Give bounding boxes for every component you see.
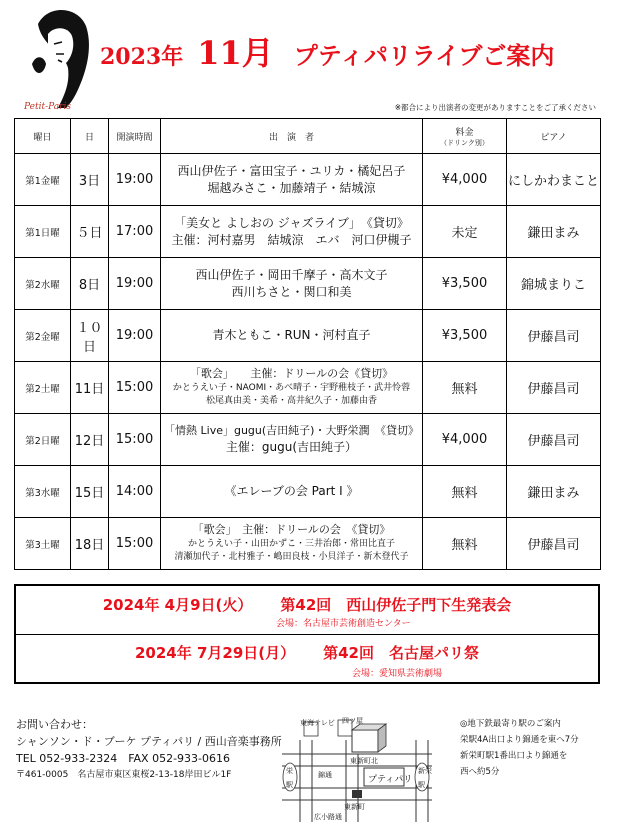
cell-date: 3日: [71, 154, 109, 206]
performers-line: 主催：gugu(吉田純子）: [225, 439, 358, 454]
cell-performers: [161, 154, 423, 206]
cell-date: １０日: [71, 310, 109, 362]
table-header-row: [15, 119, 601, 154]
cell-time: 19:00: [109, 154, 161, 206]
cell-performers: [161, 310, 423, 362]
performers-line: かとうえい子・NAOMI・あべ晴子・宇野稚枝子・武井怜蓉: [172, 382, 411, 393]
contact-address: 〒461-0005 名古屋市東区東桜2-13-18岸田ビル1F: [16, 770, 232, 780]
cell-weekday: 第2金曜: [15, 310, 71, 362]
cell-weekday: 第3土曜: [15, 518, 71, 570]
event-date: 2024年 7月29日(月）: [134, 644, 296, 662]
event-line: [16, 642, 598, 663]
event-date: 2024年 4月9日(火）: [102, 596, 253, 614]
access-map: [282, 716, 440, 822]
performers-line: 「情熱 Live」gugu(吉田純子)・大野栄潤 《貸切》: [164, 423, 419, 437]
cell-piano: 鎌田まみ: [507, 466, 601, 518]
cell-weekday: 第2日曜: [15, 414, 71, 466]
event-name: 第42回 名古屋パリ祭: [323, 644, 479, 662]
performers-line: 西山伊佐子・富田宝子・ユリカ・橘妃呂子: [177, 164, 406, 179]
cell-weekday: 第1金曜: [15, 154, 71, 206]
cell-time: 15:00: [109, 414, 161, 466]
upcoming-events: [14, 584, 600, 684]
note-line: 新栄町駅1番出口より錦通を: [460, 751, 568, 761]
cell-piano: 伊藤昌司: [507, 362, 601, 414]
contact-info: [16, 716, 282, 784]
cell-weekday: 第3水曜: [15, 466, 71, 518]
contact-label: お問い合わせ：: [16, 718, 93, 731]
map-label-sakae-station: 駅: [286, 781, 293, 789]
contact-org: シャンソン・ド・ブーケ プティパリ / 西山音楽事務所: [16, 735, 282, 748]
title-main: プティパリライブご案内: [293, 42, 555, 70]
cell-time: 19:00: [109, 310, 161, 362]
map-label-higashi-shinmachi-n: 東新町北: [350, 757, 378, 765]
performers-line: 「美女と よしおの ジャズライブ」 《貸切》: [174, 216, 409, 231]
note-line: ◎地下鉄最寄り駅のご案内: [460, 719, 561, 729]
map-label-sakae: 栄: [286, 767, 293, 775]
cell-fee: 無料: [423, 466, 507, 518]
table-row: [15, 206, 601, 258]
header-piano: ピアノ: [507, 119, 601, 154]
cell-fee: ¥3,500: [423, 258, 507, 310]
performers-line: 青木ともこ・RUN・河村直子: [212, 328, 371, 343]
notice-text: ※都合により出演者の変更がありますことをご了承ください: [394, 103, 596, 112]
cell-date: 12日: [71, 414, 109, 466]
cell-fee: ¥3,500: [423, 310, 507, 362]
cell-performers: [161, 518, 423, 570]
cell-performers: [161, 414, 423, 466]
table-row: [15, 154, 601, 206]
performers-line: 堀越みさこ・加藤靖子・結城涼: [207, 180, 376, 195]
divider: [16, 634, 598, 635]
cell-time: 15:00: [109, 518, 161, 570]
cell-performers: [161, 206, 423, 258]
cell-weekday: 第2水曜: [15, 258, 71, 310]
map-label-tv: 東海テレビ: [300, 719, 335, 727]
cell-time: 17:00: [109, 206, 161, 258]
note-line: 西へ約5分: [460, 767, 500, 777]
cell-time: 14:00: [109, 466, 161, 518]
performers-line: 清瀬加代子・北村雅子・嶋田良枝・小貝洋子・新木登代子: [174, 551, 409, 562]
cell-piano: 鎌田まみ: [507, 206, 601, 258]
map-label-kinkido: 錦通: [318, 771, 332, 779]
cell-weekday: 第2土曜: [15, 362, 71, 414]
cell-fee: 無料: [423, 362, 507, 414]
cell-time: 15:00: [109, 362, 161, 414]
map-label-shinsakae-station: 駅: [418, 781, 425, 789]
cell-date: 15日: [71, 466, 109, 518]
cell-piano: 伊藤昌司: [507, 310, 601, 362]
title-year: 2023年: [100, 44, 184, 70]
map-label-park: 四ツ屋: [342, 717, 363, 725]
note-line: 栄駅4A出口より錦通を東へ7分: [460, 735, 579, 745]
cell-fee: 未定: [423, 206, 507, 258]
header-weekday: 曜日: [15, 119, 71, 154]
performers-line: 《エレーブの会 Part Ⅰ 》: [224, 484, 359, 499]
map-label-hirokoji: 広小路通: [314, 813, 342, 821]
cell-fee: ¥4,000: [423, 154, 507, 206]
event-venue: 会場：名古屋市芸術創造センター: [276, 619, 411, 629]
event-venue: 会場：愛知県芸術劇場: [352, 669, 443, 679]
event-line: [16, 594, 598, 615]
table-row: [15, 518, 601, 570]
cell-piano: にしかわまこと: [507, 154, 601, 206]
header-time: 開演時間: [109, 119, 161, 154]
table-row: [15, 310, 601, 362]
header-fee-sub: （ドリンク別）: [440, 138, 489, 147]
header-date: 日: [71, 119, 109, 154]
cell-performers: [161, 258, 423, 310]
table-row: [15, 258, 601, 310]
performers-line: 松尾真由美・美希・高井紀久子・加藤由香: [205, 395, 377, 406]
cell-performers: [161, 466, 423, 518]
table-row: [15, 466, 601, 518]
performers-line: 「歌会」 主催：ドリールの会 《貸切》: [192, 523, 391, 537]
performers-line: 主催：河村嘉男 結城涼 エバ 河口伊槻子: [171, 232, 412, 247]
map-label-higashi-shinmachi: 東新町: [344, 803, 365, 811]
cell-date: 11日: [71, 362, 109, 414]
cell-weekday: 第1日曜: [15, 206, 71, 258]
header-fee: [423, 119, 507, 154]
performers-line: 西山伊佐子・岡田千摩子・高木文子: [195, 268, 388, 283]
cell-date: 18日: [71, 518, 109, 570]
header-fee-label: 料金: [455, 127, 474, 138]
schedule-table: [14, 118, 601, 570]
cell-date: 8日: [71, 258, 109, 310]
access-notes: [460, 716, 579, 780]
performers-line: かとうえい子・山田かずこ・三井治郎・常田比直子: [187, 538, 395, 549]
cell-performers: [161, 362, 423, 414]
performers-line: 西川ちさと・関口和美: [231, 284, 352, 299]
cell-time: 19:00: [109, 258, 161, 310]
cell-piano: 伊藤昌司: [507, 518, 601, 570]
header-performers: 出 演 者: [161, 119, 423, 154]
title-month: 11月: [197, 34, 274, 72]
table-row: [15, 362, 601, 414]
cell-date: ５日: [71, 206, 109, 258]
contact-phone: TEL 052-933-2324 FAX 052-933-0616: [16, 752, 231, 765]
event-name: 第42回 西山伊佐子門下生発表会: [280, 596, 512, 614]
logo-text: Petit-Paris: [24, 102, 71, 112]
map-label-shinsakae: 新栄: [418, 767, 432, 775]
page-title: [100, 28, 554, 74]
map-label-petitparis: プティパリ: [368, 775, 413, 785]
cell-piano: 伊藤昌司: [507, 414, 601, 466]
performers-line: 「歌会」 主催：ドリールの会《貸切》: [189, 367, 394, 381]
cell-piano: 錦城まりこ: [507, 258, 601, 310]
table-row: [15, 414, 601, 466]
cell-fee: 無料: [423, 518, 507, 570]
cell-fee: ¥4,000: [423, 414, 507, 466]
